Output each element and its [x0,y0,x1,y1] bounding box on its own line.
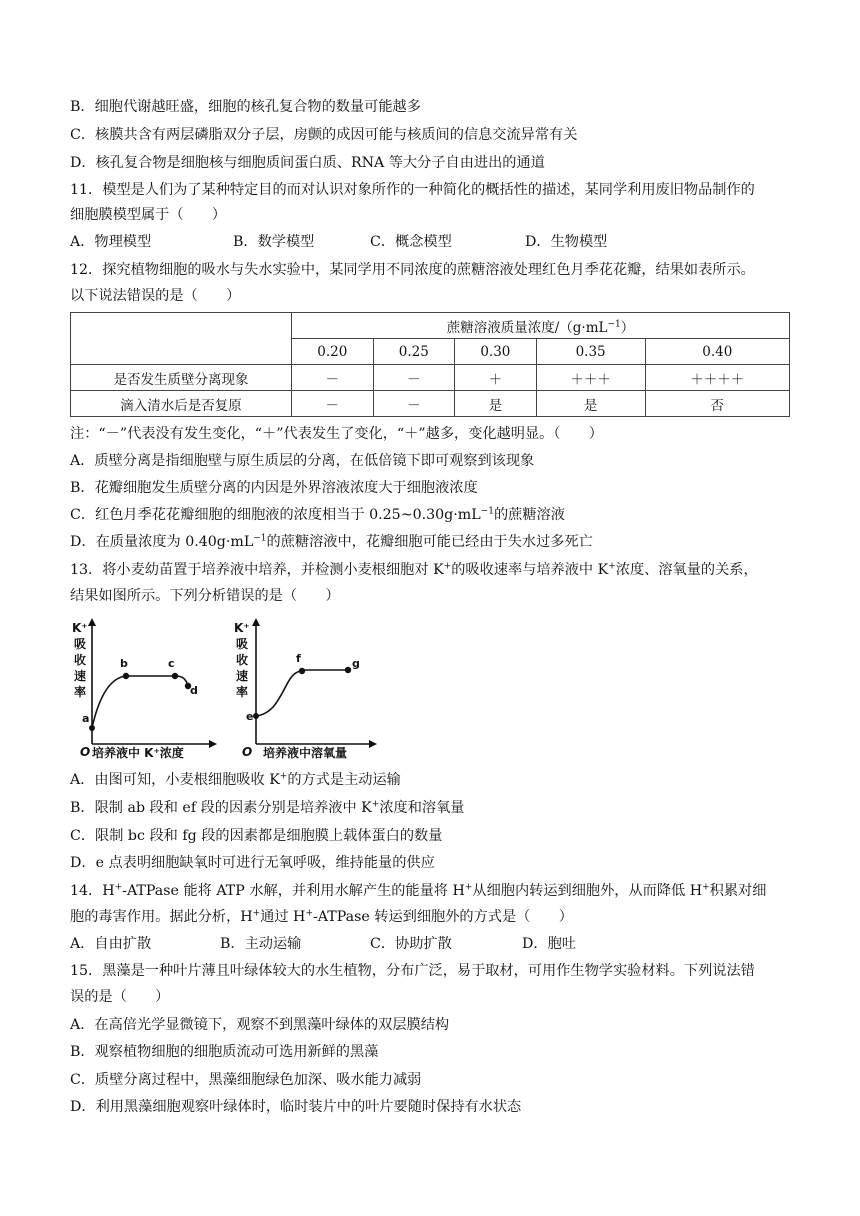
table-header-row [71,313,790,339]
origin-label: O [242,745,253,759]
point-label-a: a [82,712,90,725]
table-cell: ＋＋＋ [536,365,645,391]
x-axis-label: 培养液中溶氧量 [263,746,348,760]
axis-label-char: K⁺ [72,621,88,635]
q10-option-b: B．细胞代谢越旺盛，细胞的核孔复合物的数量可能越多 [70,99,421,115]
q13-option-a: A．由图可知，小麦根细胞吸收 K+的方式是主动运输 [70,771,401,788]
x-axis-label: 培养液中 K⁺浓度 [92,746,184,760]
table-cell: 否 [645,391,789,417]
q13-option-d: D．e 点表明细胞缺氧时可进行无氧呼吸，维持能量的供应 [70,855,435,871]
q14-stem-line2: 胞的毒害作用。据此分析，H+通过 H+-ATPase 转运到细胞外的方式是（ ） [70,908,573,925]
point-label-c: c [168,657,175,670]
table-cell: 是 [536,391,645,417]
table-row-label: 是否发生质壁分离现象 [71,365,292,391]
table-row [71,391,790,417]
q12-option-c: C．红色月季花花瓣细胞的细胞液的浓度相当于 $0.25\sim 0.30g\cdot mL^{-1}$的蔗糖溶液 [70,506,565,523]
q14-option-b: B．主动运输 [220,936,302,952]
q12-option-a: A．质壁分离是指细胞壁与原生质层的分离，在低倍镜下即可观察到该现象 [70,453,535,469]
point-label-g: g [352,657,360,670]
point-label-f: f [296,652,301,665]
axis-label-char: K⁺ [234,621,250,635]
q13-figure-k-concentration [70,616,220,765]
q15-option-d: D．利用黑藻细胞观察叶绿体时，临时装片中的叶片要随时保持有水状态 [70,1099,522,1115]
table-cell: － [373,365,455,391]
q12-stem-line2: 以下说法错误的是（ ） [70,288,241,304]
q14-option-a: A．自由扩散 [70,936,152,952]
q14-option-c: C．协助扩散 [370,936,452,952]
point-label-e: e [246,710,254,723]
axis-label-char: 率 [74,685,87,699]
table-cell: 0.25 [373,339,455,365]
table-cell: ＋＋＋＋ [645,365,789,391]
point-label-b: b [120,657,128,670]
table-cell: － [292,391,374,417]
q11-option-a: A．物理模型 [70,234,152,250]
q13-stem-line1: 13．将小麦幼苗置于培养液中培养，并检测小麦根细胞对 K+的吸收速率与培养液中 K+浓度、溶氧量的关系， [70,561,758,578]
q15-option-a: A．在高倍光学显微镜下，观察不到黑藻叶绿体的双层膜结构 [70,1017,450,1033]
table-cell: 0.35 [536,339,645,365]
axis-label-char: 率 [236,685,249,699]
axis-label-char: 收 [74,653,87,667]
q15-option-b: B．观察植物细胞的细胞质流动可选用新鲜的黑藻 [70,1044,379,1060]
table-cell: 0.40 [645,339,789,365]
q11-option-d: D．生物模型 [525,234,608,250]
table-cell: 是 [455,391,537,417]
axis-label-char: 吸 [236,637,249,651]
q15-option-c: C．质壁分离过程中，黑藻细胞绿色加深、吸水能力减弱 [70,1072,422,1088]
q14-stem-line1: 14．H+-ATPase 能将 ATP 水解，并利用水解产生的能量将 H+从细胞内转运到细胞外，从而降低 H+积累对细 [70,882,767,899]
axis-label-char: 速 [236,669,249,683]
axis-label-char: 收 [236,653,249,667]
axis-label-char: 速 [74,669,87,683]
q15-stem-line2: 误的是（ ） [70,989,170,1005]
table-cell: － [373,391,455,417]
point-label-d: d [190,684,198,697]
table-cell: 0.20 [292,339,374,365]
origin-label: O [80,745,91,759]
q10-option-c: C．核膜共含有两层磷脂双分子层，房颤的成因可能与核质间的信息交流异常有关 [70,127,578,143]
q13-stem-line2: 结果如图所示。下列分析错误的是（ ） [70,588,340,604]
q11-stem-line2: 细胞膜模型属于（ ） [70,207,227,223]
q14-option-d: D．胞吐 [522,936,576,952]
table-cell: － [292,365,374,391]
q10-option-d: D．核孔复合物是细胞核与细胞质间蛋白质、RNA 等大分子自由进出的通道 [70,155,545,171]
q11-option-b: B．数学模型 [233,234,315,250]
q12-table-note: 注：“－”代表没有发生变化，“＋”代表发生了变化，“＋”越多，变化越明显。（ ） [70,426,603,442]
q11-option-c: C．概念模型 [370,234,452,250]
axis-label-char: 吸 [74,637,87,651]
q12-option-d: D．在质量浓度为 $0.40g\cdot mL^{-1}$的蔗糖溶液中，花瓣细胞可能已经由于失水过多死亡 [70,533,593,550]
table-cell: 0.30 [455,339,537,365]
table-row [71,365,790,391]
q12-stem-line1: 12．探究植物细胞的吸水与失水实验中，某同学用不同浓度的蔗糖溶液处理红色月季花花瓣，结果如表所示。 [70,262,755,278]
table-cell: ＋ [455,365,537,391]
q11-stem-line1: 11．模型是人们为了某种特定目的而对认识对象所作的一种简化的概括性的描述，某同学利用废旧物品制作的 [70,182,755,198]
q12-results-table [70,312,790,417]
q13-figure-oxygen [230,616,380,765]
q12-option-b: B．花瓣细胞发生质壁分离的内因是外界溶液浓度大于细胞液浓度 [70,480,478,496]
q15-stem-line1: 15．黑藻是一种叶片薄且叶绿体较大的水生植物，分布广泛，易于取材，可用作生物学实验材料。下列说法错 [70,963,755,979]
table-header-concentration: 蔗糖溶液质量浓度$/(g\cdot mL^{-1})$ [292,313,790,339]
q13-option-b: B．限制 ab 段和 ef 段的因素分别是培养液中 K+浓度和溶氧量 [70,799,465,816]
table-row-label: 滴入清水后是否复原 [71,391,292,417]
q13-option-c: C．限制 bc 段和 fg 段的因素都是细胞膜上载体蛋白的数量 [70,828,443,844]
table-corner-cell [71,313,292,365]
